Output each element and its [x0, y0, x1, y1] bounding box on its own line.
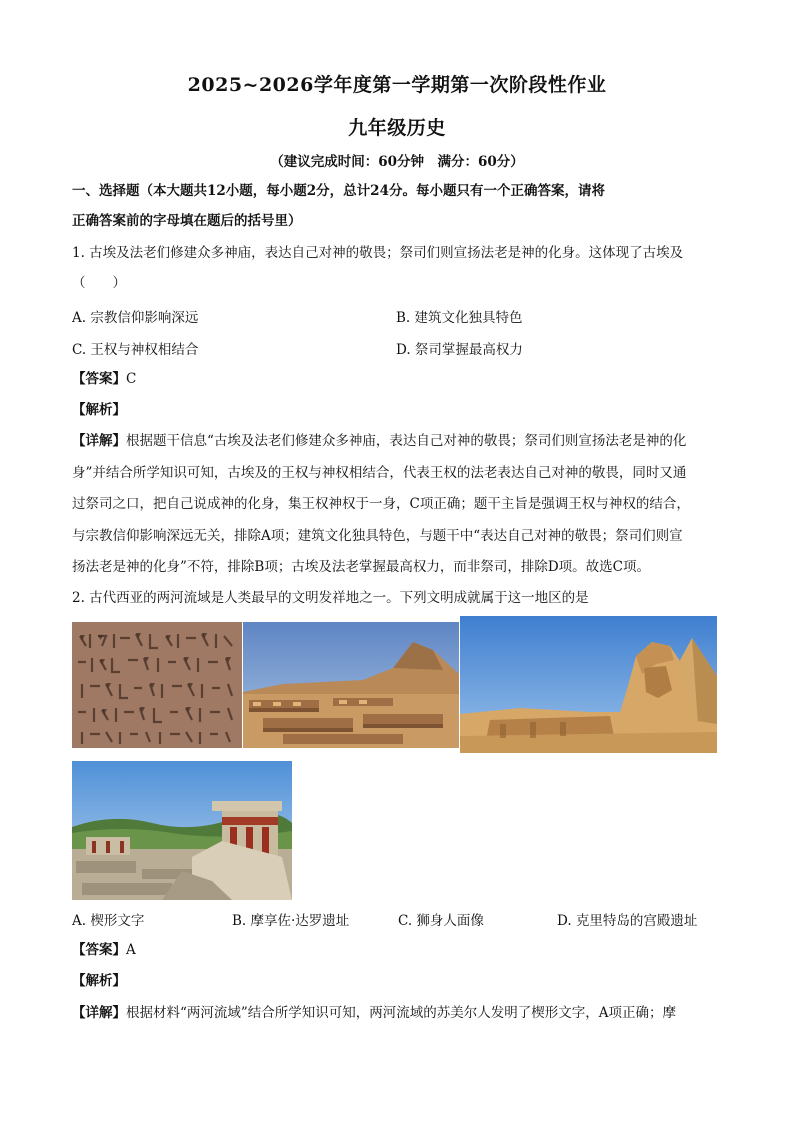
q2-option-b: B. 摩享佐·达罗遗址: [232, 913, 350, 929]
q1-answer-label: 【答案】: [72, 371, 126, 387]
q1-stem-line2: （ ）: [72, 275, 126, 291]
q2-detail-line1: [72, 1003, 722, 1023]
q1-stem-line1: 1. 古埃及法老们修建众多神庙，表达自己对神的敬畏；祭司们则宣扬法老是神的化身。这体现了古埃及: [72, 245, 684, 261]
q1-detail-label: 【详解】: [72, 433, 126, 449]
q2-detail-label: 【详解】: [72, 1005, 126, 1021]
q1-option-c: C. 王权与神权相结合: [72, 342, 199, 358]
q2-option-d: D. 克里特岛的宫殿遗址: [557, 913, 698, 929]
q1-detail-line2: 身”并结合所学知识可知，古埃及的王权与神权相结合，代表王权的法老表达自己对神的敬畏，同时又通: [72, 465, 687, 481]
q1-detail-line1: [72, 431, 722, 451]
exam-title: 2025~2026学年度第一学期第一次阶段性作业: [187, 74, 607, 96]
q1-detail-line3: 过祭司之口，把自己说成神的化身，集王权神权于一身，C项正确；题干主旨是强调王权与神权的结合，: [72, 496, 690, 512]
subject-title: 九年级历史: [348, 117, 446, 139]
q2-option-a: A. 楔形文字: [72, 913, 145, 929]
q1-detail-line4: 与宗教信仰影响深远无关，排除A项；建筑文化独具特色，与题干中“表达自己对神的敬畏；祭司们则宣: [72, 528, 683, 544]
mohenjo-daro-image: [243, 622, 459, 748]
q1-option-d: D. 祭司掌握最高权力: [396, 342, 523, 358]
q1-option-b: B. 建筑文化独具特色: [396, 310, 523, 326]
exam-note: （建议完成时间：60分钟 满分：60分）: [270, 154, 524, 170]
q1-detail-text1: 根据题干信息“古埃及法老们修建众多神庙，表达自己对神的敬畏；祭司们则宣扬法老是神的化: [126, 433, 687, 449]
section-heading-line1: 一、选择题（本大题共12小题，每小题2分，总计24分。每小题只有一个正确答案，请将: [72, 183, 605, 199]
q1-answer-value: C: [126, 371, 137, 387]
q2-option-c: C. 狮身人面像: [398, 913, 484, 929]
knossos-palace-image: [72, 761, 292, 900]
q1-option-a: A. 宗教信仰影响深远: [72, 310, 199, 326]
cuneiform-image: [72, 622, 242, 748]
q2-answer: [72, 940, 722, 960]
q2-stem: 2. 古代西亚的两河流域是人类最早的文明发祥地之一。下列文明成就属于这一地区的是: [72, 590, 589, 606]
q2-analysis-label: 【解析】: [72, 973, 126, 989]
q2-answer-label: 【答案】: [72, 942, 126, 958]
q2-detail-text1: 根据材料“两河流域”结合所学知识可知，两河流域的苏美尔人发明了楔形文字，A项正确；摩: [126, 1005, 677, 1021]
q1-analysis-label: 【解析】: [72, 402, 126, 418]
sphinx-image: [460, 616, 717, 753]
q1-answer: [72, 369, 722, 389]
q2-answer-value: A: [126, 942, 136, 958]
section-heading-line2: 正确答案前的字母填在题后的括号里）: [72, 213, 302, 229]
q1-detail-line5: 扬法老是神的化身”不符，排除B项；古埃及法老掌握最高权力，而非祭司，排除D项。故选C项。: [72, 559, 650, 575]
